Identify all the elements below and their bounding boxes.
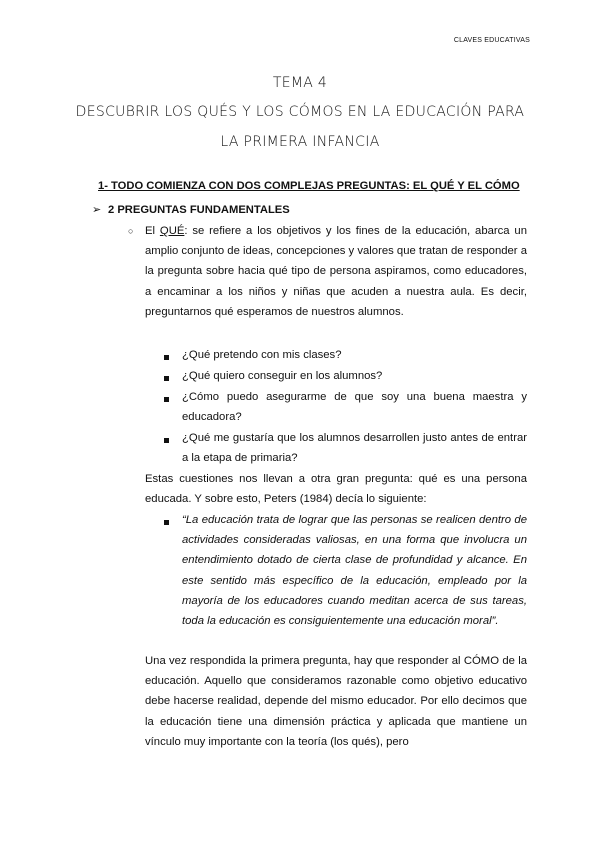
peters-quote: “La educación trata de lograr que las personas se realicen dentro de actividades consideradas valiosas, en una forma que involucra un entendimiento dotado de cierta clase de profundidad y alcance. En este sentido más específico de la educación, empleado por la mayoría de los educadores cuando meditan acerca de sus tareas, toda la educación es consiguientemente una educación moral”. <box>182 514 527 628</box>
question-item: ¿Qué quiero conseguir en los alumnos? <box>182 370 383 382</box>
subheading <box>92 203 290 216</box>
question-item: ¿Qué me gustaría que los alumnos desarrollen justo antes de entrar a la etapa de primaria? <box>182 432 527 465</box>
que-text: : se refiere a los objetivos y los fines de la educación, abarca un amplio conjunto de ideas, concepciones y valores que tratan de responder a la pregunta sobre hacia qué tipo de persona aspiramos, como educadores, a encaminar a los niños y niñas que acuden a nuestra aula. Es decir, preguntarnos qué esperamos de nuestros alumnos. <box>145 225 527 318</box>
section-heading: 1- TODO COMIENZA CON DOS COMPLEJAS PREGUNTAS: EL QUÉ Y EL CÓMO <box>98 180 520 192</box>
circle-bullet-icon: ○ <box>128 226 134 236</box>
question-item: ¿Qué pretendo con mis clases? <box>182 349 342 361</box>
square-bullet-icon <box>164 376 169 381</box>
bridge-paragraph: Estas cuestiones nos llevan a otra gran pregunta: qué es una persona educada. Y sobre esto, Peters (1984) decía lo siguiente: <box>145 473 527 506</box>
square-bullet-icon <box>164 520 169 525</box>
title-tema: TEMA 4 <box>272 75 328 91</box>
que-keyword: QUÉ <box>159 225 185 237</box>
square-bullet-icon <box>164 438 169 443</box>
que-prefix: El <box>145 225 160 237</box>
square-bullet-icon <box>164 355 169 360</box>
title-line-1: DESCUBRIR LOS QUÉS Y LOS CÓMOS EN LA EDUCACIÓN PARA <box>75 104 525 120</box>
subheading-text: 2 PREGUNTAS FUNDAMENTALES <box>108 204 290 216</box>
running-header: CLAVES EDUCATIVAS <box>453 37 530 44</box>
arrow-bullet-icon: ➢ <box>92 204 102 216</box>
square-bullet-icon <box>164 397 169 402</box>
que-paragraph <box>145 221 527 322</box>
title-line-2: LA PRIMERA INFANCIA <box>220 134 380 150</box>
como-paragraph: Una vez respondida la primera pregunta, hay que responder al CÓMO de la educación. Aquello que consideramos razonable como objetivo educativo debe hacerse realidad, depende del mismo educador. Por ello decimos que la educación tiene una dimensión práctica y aplicada que mantiene un vínculo muy importante con la teoría (los qués), pero <box>145 655 527 748</box>
question-item: ¿Cómo puedo asegurarme de que soy una buena maestra y educadora? <box>182 391 527 424</box>
